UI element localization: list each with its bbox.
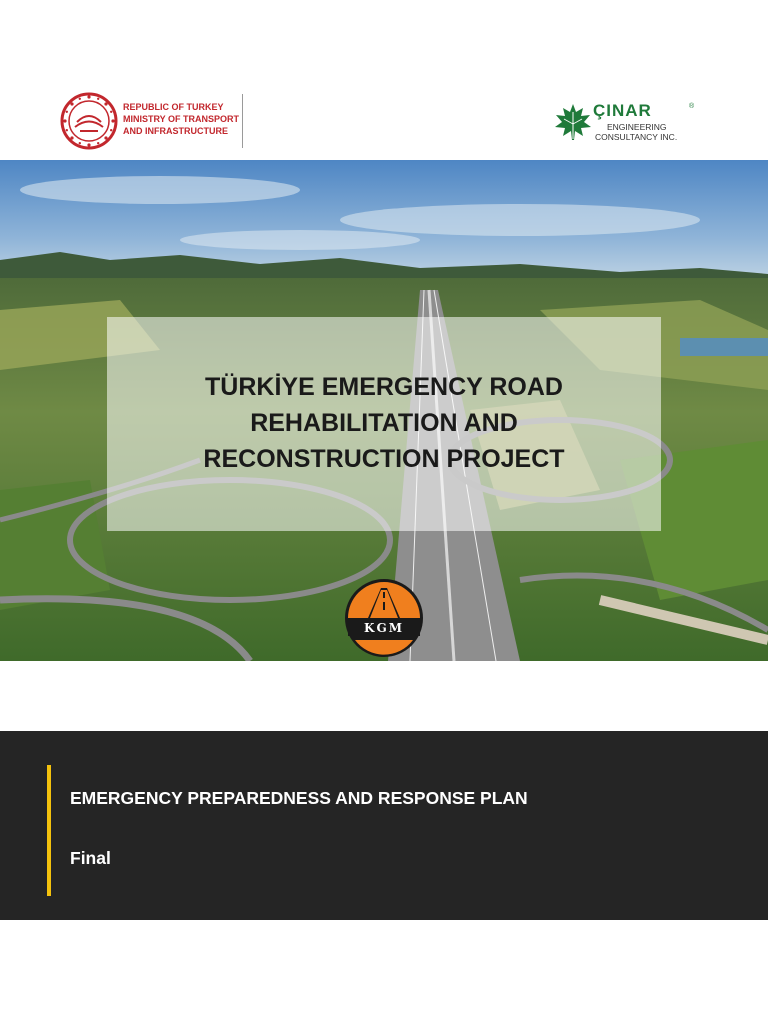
accent-bar: [47, 765, 51, 896]
registered-mark: ®: [689, 103, 695, 110]
title-box: [107, 317, 661, 531]
ministry-divider: [242, 94, 243, 148]
document-info-panel: [0, 731, 768, 920]
ministry-line-2: MINISTRY OF TRANSPORT: [123, 114, 240, 124]
ministry-line-1: REPUBLIC OF TURKEY: [123, 102, 224, 112]
hero-image: [0, 160, 768, 661]
ministry-logo: [60, 92, 246, 150]
ministry-line-3: AND INFRASTRUCTURE: [123, 126, 228, 136]
consultant-name: ÇINAR: [593, 101, 652, 120]
project-title-line-3: RECONSTRUCTION PROJECT: [203, 445, 565, 473]
maple-leaf-icon: [553, 102, 593, 142]
consultant-subtitle-line-2: CONSULTANCY INC.: [595, 132, 678, 142]
kgm-emblem-text: KGM: [364, 621, 404, 635]
document-type: EMERGENCY PREPAREDNESS AND RESPONSE PLAN: [70, 788, 528, 808]
project-title: [107, 369, 661, 477]
ministry-name: [123, 101, 239, 137]
document-status: Final: [70, 848, 111, 868]
project-title-line-1: TÜRKİYE EMERGENCY ROAD: [205, 373, 563, 401]
cinar-logo: [553, 100, 703, 146]
consultant-subtitle: [595, 122, 677, 142]
kgm-emblem-icon: [343, 578, 425, 658]
consultant-subtitle-line-1: ENGINEERING: [607, 122, 667, 132]
ministry-seal-icon: [60, 92, 118, 150]
project-title-line-2: REHABILITATION AND: [250, 409, 518, 437]
